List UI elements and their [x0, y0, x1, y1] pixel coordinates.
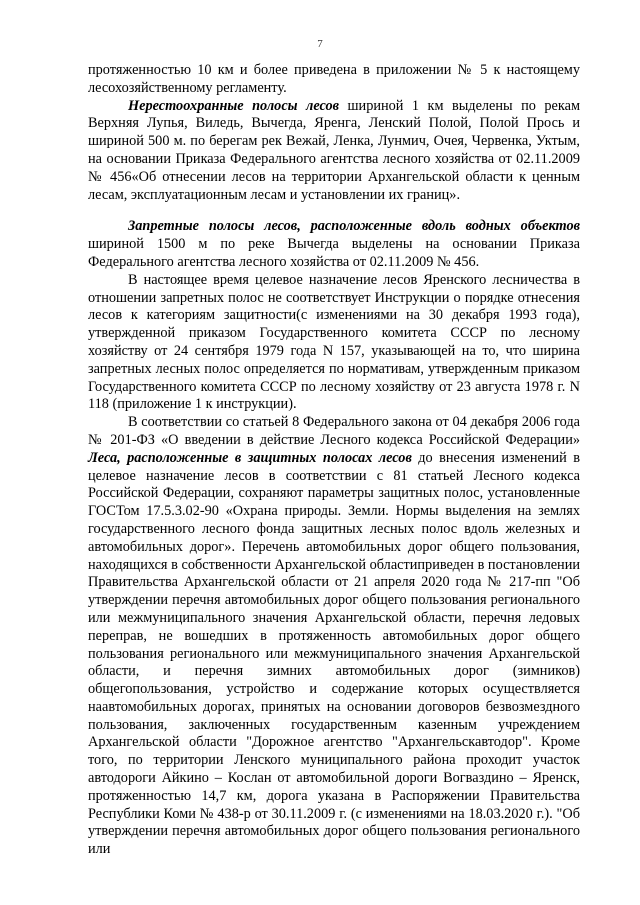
term-restricted-strips-water: Запретные полосы лесов, расположенные вдоль водных объектов: [128, 218, 580, 235]
paragraph-5: [88, 414, 580, 859]
paragraph-5-text-a: В соответствии со статьей 8 Федерального закона от 04 декабря 2006 года № 201-ФЗ «О введении в действие Лесного кодекса Российской Федерации»: [88, 414, 580, 448]
page-number: 7: [317, 38, 323, 50]
paragraph-3-text: шириной 1500 м по реке Вычегда выделены на основании Приказа Федерального агентства лесного хозяйства от 02.11.2009 № 456.: [88, 236, 580, 270]
paragraph-4-text: В настоящее время целевое назначение лесов Яренского лесничества в отношении запретных полос не соответствует Инструкции о порядке отнесения лесов к категориям защитности(с изменениями на 30 декабря 1993 года), утвержденной приказом Государственного комитета СССР по лесному хозяйству от 24 сентября 1979 года N 157, указывающей на то, что ширина запретных лесных полос определяется по нормативам, утвержденным приказом Государственного комитета СССР по лесному хозяйству от 23 августа 1978 г. N 118 (приложение 1 к инструкции).: [88, 271, 580, 413]
paragraph-2: [88, 98, 580, 205]
term-spawning-protection-strips: Нерестоохранные полосы лесов: [128, 97, 340, 114]
paragraph-4: [88, 272, 580, 414]
paragraph-5-text-b: до внесения изменений в целевое назначение лесов в соответствии с 81 статьей Лесного кодекса Российской Федерации, сохраняют параметры защитных полос, установленные ГОСТом 17.5.3.02-90 «Охрана природы. Земли. Нормы выделения на землях государственного лесного фонда защитных лесных полос вдоль железных и автомобильных дорог». Перечень автомобильных дорог общего пользования, находящихся в собственности Архангельской областиприведен в постановлении Правительства Архангельской области от 21 апреля 2020 года № 217-пп "Об утверждении перечня автомобильных дорог общего пользования регионального или межмуниципального значения Архангельской области, перечня ледовых переправ, не вошедших в протяженность автомобильных дорог общего пользования регионального или межмуниципального значения Архангельской области, и перечня зимних автомобильных дорог (зимников) общегопользования, устройство и содержание которых осуществляется наавтомобильных дорогах, принятых на основании договоров безвозмездного пользования, заключенных государственным казенным учреждением Архангельской области "Дорожное агентство "Архангельскавтодор". Кроме того, по территории Ленского муниципального района проходит участок автодороги Айкино – Кослан от автомобильной дороги Вогваздино – Яренск, протяженностью 14,7 км, дорога указана в Распоряжении Правительства Республики Коми № 438-р от 30.11.2009 г. (с изменениями на 18.03.2020 г.). "Об утверждении перечня автомобильных дорог общего пользования регионального или: [88, 449, 580, 858]
paragraph-1: [88, 62, 580, 98]
paragraph-1-text: протяженностью 10 км и более приведена в приложении № 5 к настоящему лесохозяйственному регламенту.: [88, 62, 580, 96]
term-protective-strips: Леса, расположенные в защитных полосах лесов: [88, 449, 412, 466]
document-body: [88, 62, 580, 859]
paragraph-2-text: шириной 1 км выделены по рекам Верхняя Лупья, Виледь, Вычегда, Яренга, Ленский Полой, Полой Прось и шириной 500 м. по берегам рек Вежай, Ленка, Лунмич, Очея, Червенка, Уктым, на основании Приказа Федерального агентства лесного хозяйства от 02.11.2009 № 456«Об отнесении лесов на территории Архангельской области к ценным лесам, эксплуатационным лесам и установлении их границ».: [88, 97, 580, 203]
paragraph-3: [88, 218, 580, 271]
